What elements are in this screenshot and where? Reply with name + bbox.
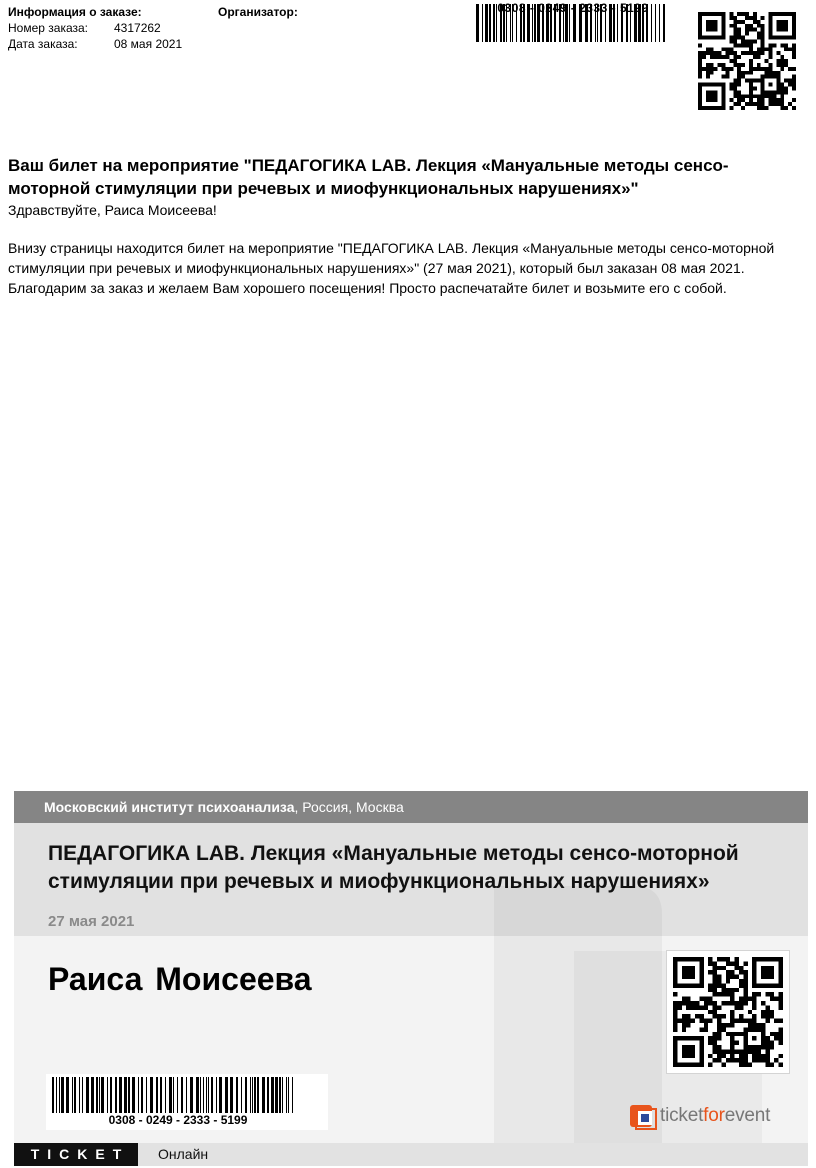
letter-body: Внизу страницы находится билет на мероприятие "ПЕДАГОГИКА LAB. Лекция «Мануальные методы сенсо-моторной стимуляции при речевых и миофункциональных нарушениях»" (27 мая 2021), который был заказан 08 мая 2021. Благодарим за заказ и желаем Вам хорошего посещения! Просто распечатайте билет и возьмите его с собой. — [8, 240, 775, 296]
barcode-number-top: 0308 - 0249 - 2333 - 5199 — [497, 1, 649, 15]
letter-greeting: Здравствуйте, Раиса Моисеева! — [8, 202, 217, 218]
ticketforevent-logo-text: ticketforevent — [660, 1105, 771, 1126]
ticket-organizer: Московский институт психоанализа — [44, 799, 295, 815]
ticket-format: Онлайн — [158, 1146, 209, 1162]
order-date-value: 08 мая 2021 — [114, 37, 183, 51]
ticket-qr-container — [666, 950, 790, 1074]
letter-title: Ваш билет на мероприятие "ПЕДАГОГИКА LAB. Лекция «Мануальные методы сенсо-моторной стимуляции при речевых и миофункциональных нарушениях»" — [8, 156, 729, 198]
ticket-bottom-bar — [14, 1143, 808, 1166]
order-date-row — [8, 36, 182, 52]
order-number-row — [8, 20, 182, 36]
ticketforevent-logo — [628, 1101, 770, 1131]
ticket-holder-name: Раиса Моисеева — [48, 961, 312, 997]
ticket-barcode-number: 0308 - 0249 - 2333 - 5199 — [108, 1113, 248, 1127]
order-info — [8, 4, 182, 52]
ticket-event-title: ПЕДАГОГИКА LAB. Лекция «Мануальные методы сенсо-моторной стимуляции при речевых и миофункциональных нарушениях» — [48, 842, 739, 893]
ticket — [14, 791, 808, 1166]
qr-code-icon — [673, 957, 783, 1067]
order-info-header: Информация о заказе: — [8, 5, 142, 19]
order-number-label: Номер заказа: — [8, 21, 89, 35]
ticketforevent-logo-icon — [628, 1101, 658, 1131]
ticket-organizer-bar — [14, 791, 808, 823]
order-number-value: 4317262 — [114, 21, 161, 35]
barcode-icon — [52, 1077, 296, 1113]
ticket-location: , Россия, Москва — [294, 799, 404, 815]
order-date-label: Дата заказа: — [8, 37, 78, 51]
organizer-label: Организатор: — [218, 5, 298, 19]
qr-code-icon — [698, 12, 796, 110]
ticket-event-date: 27 мая 2021 — [48, 913, 135, 930]
ticket-label: TICKET — [14, 1143, 138, 1166]
